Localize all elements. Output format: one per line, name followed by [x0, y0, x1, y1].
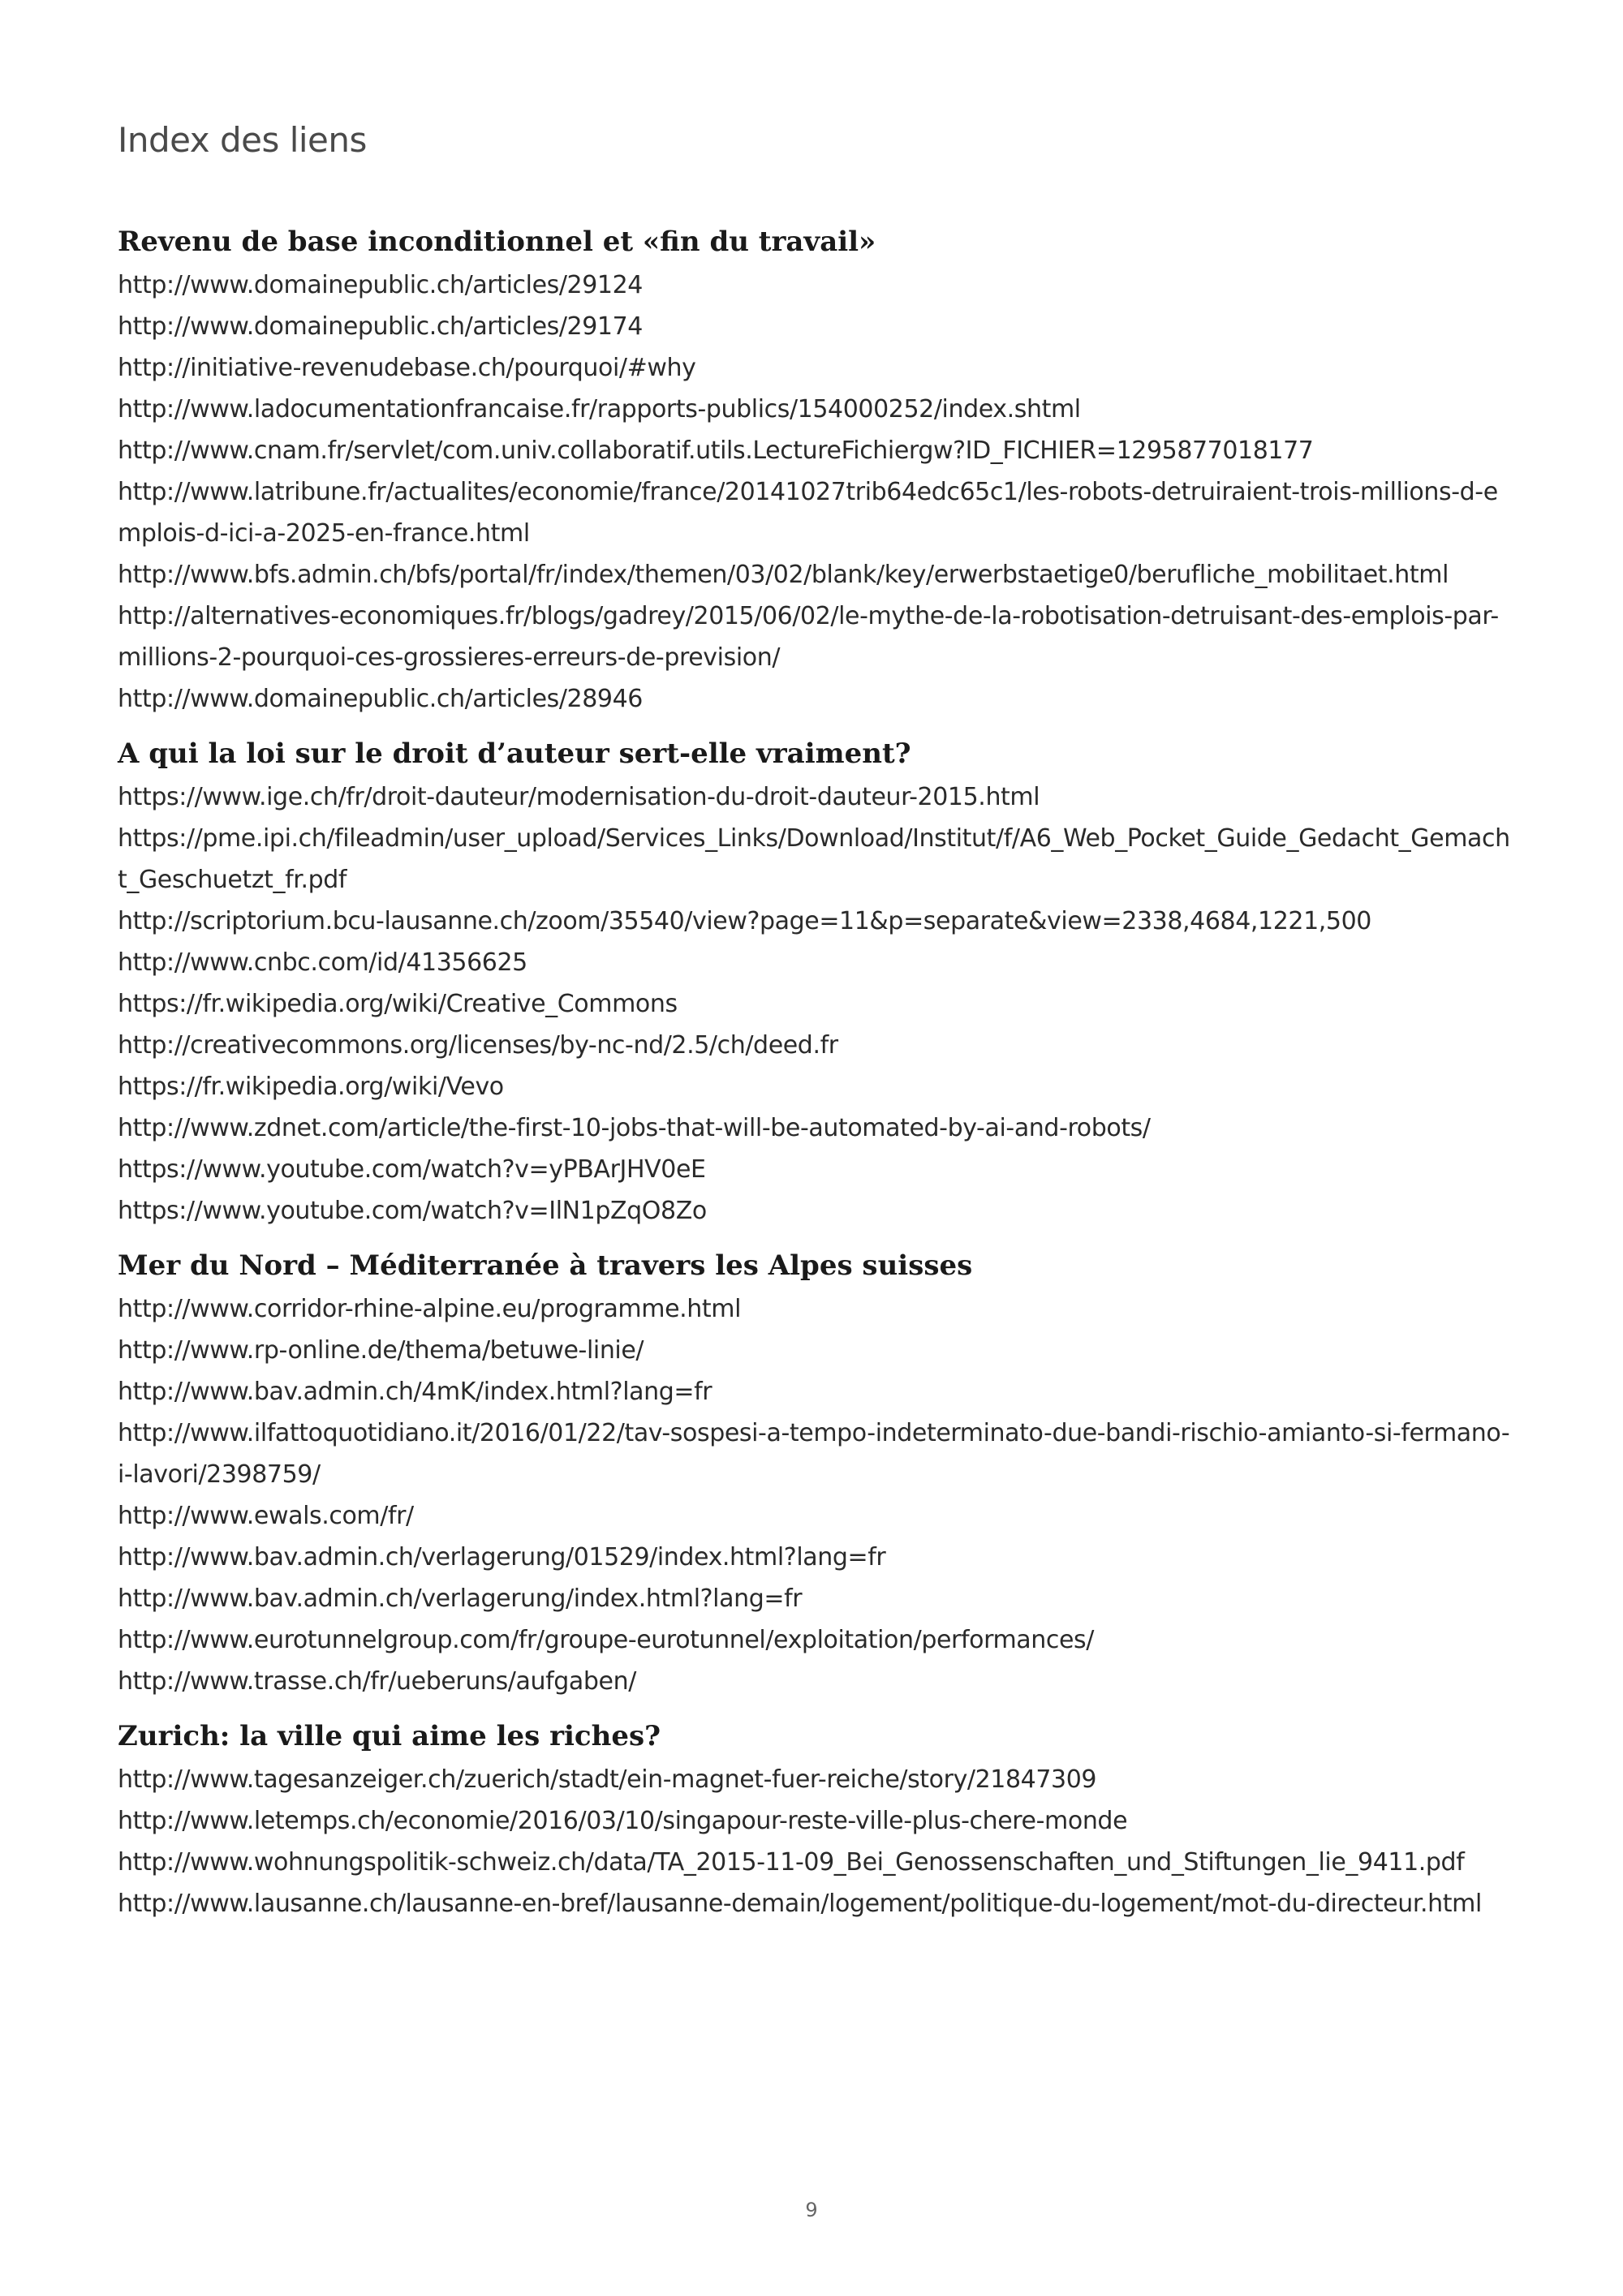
page-title: Index des liens	[118, 120, 367, 160]
link-url[interactable]: http://www.ladocumentationfrancaise.fr/rapports-publics/154000252/index.shtml	[118, 395, 1081, 424]
link-url[interactable]: http://alternatives-economiques.fr/blogs/gadrey/2015/06/02/le-mythe-de-la-robotisation-detruisant-des-emplois-par-millions-2-pourquoi-ces-grossieres-erreurs-de-prevision/	[118, 602, 1499, 673]
page-content	[118, 122, 1513, 1941]
link-url[interactable]: https://fr.wikipedia.org/wiki/Creative_Commons	[118, 989, 678, 1018]
link-url[interactable]: http://www.domainepublic.ch/articles/28946	[118, 685, 643, 714]
link-url[interactable]: http://www.bav.admin.ch/4mK/index.html?lang=fr	[118, 1377, 712, 1406]
link-url[interactable]: http://www.bfs.admin.ch/bfs/portal/fr/index/themen/03/02/blank/key/erwerbstaetige0/berufliche_mobilitaet.html	[118, 561, 1449, 590]
link-list	[118, 1759, 1513, 1924]
section-title: Zurich: la ville qui aime les riches?	[118, 1719, 661, 1752]
link-url[interactable]: http://www.bav.admin.ch/verlagerung/index.html?lang=fr	[118, 1584, 803, 1613]
link-url[interactable]: http://www.cnam.fr/servlet/com.univ.collaboratif.utils.LectureFichiergw?ID_FICHIER=1295877018177	[118, 436, 1314, 466]
link-section	[118, 224, 1513, 720]
link-url[interactable]: http://www.ilfattoquotidiano.it/2016/01/22/tav-sospesi-a-tempo-indeterminato-due-bandi-rischio-amianto-si-fermano-i-lavori/2398759/	[118, 1418, 1510, 1489]
page-number: 9	[805, 2199, 818, 2221]
link-url[interactable]: http://creativecommons.org/licenses/by-nc-nd/2.5/ch/deed.fr	[118, 1030, 838, 1060]
section-title: Revenu de base inconditionnel et «fin du travail»	[118, 226, 876, 259]
link-url[interactable]: http://www.trasse.ch/fr/ueberuns/aufgaben/	[118, 1666, 636, 1696]
section-title: Mer du Nord – Méditerranée à travers les Alpes suisses	[118, 1249, 973, 1282]
link-url[interactable]: https://www.youtube.com/watch?v=IlN1pZqO8Zo	[118, 1196, 707, 1225]
link-url[interactable]: http://www.eurotunnelgroup.com/fr/groupe-eurotunnel/exploitation/performances/	[118, 1625, 1094, 1654]
link-url[interactable]: http://www.latribune.fr/actualites/economie/france/20141027trib64edc65c1/les-robots-detruiraient-trois-millions-d-emplois-d-ici-a-2025-en-france.html	[118, 478, 1498, 548]
link-url[interactable]: https://www.youtube.com/watch?v=yPBArJHV0eE	[118, 1154, 706, 1184]
link-list	[118, 1288, 1513, 1702]
link-url[interactable]: http://www.domainepublic.ch/articles/29124	[118, 271, 643, 300]
link-url[interactable]: http://www.ewals.com/fr/	[118, 1501, 414, 1530]
section-title: A qui la loi sur le droit d’auteur sert-elle vraiment?	[118, 737, 911, 771]
link-url[interactable]: http://scriptorium.bcu-lausanne.ch/zoom/35540/view?page=11&p=separate&view=2338,4684,1221,500	[118, 906, 1371, 935]
link-url[interactable]: http://www.lausanne.ch/lausanne-en-bref/lausanne-demain/logement/politique-du-logement/mot-du-directeur.html	[118, 1889, 1482, 1918]
link-url[interactable]: http://www.domainepublic.ch/articles/29174	[118, 312, 643, 342]
link-list	[118, 776, 1513, 1232]
link-url[interactable]: http://www.cnbc.com/id/41356625	[118, 948, 527, 977]
link-url[interactable]: http://www.wohnungspolitik-schweiz.ch/data/TA_2015-11-09_Bei_Genossenschaften_und_Stiftungen_lie_9411.pdf	[118, 1847, 1465, 1877]
link-section	[118, 1248, 1513, 1702]
link-url[interactable]: http://www.corridor-rhine-alpine.eu/programme.html	[118, 1294, 741, 1323]
link-section	[118, 1718, 1513, 1924]
link-url[interactable]: http://initiative-revenudebase.ch/pourquoi/#why	[118, 354, 696, 383]
link-index	[118, 224, 1513, 1924]
link-section	[118, 736, 1513, 1232]
link-url[interactable]: https://fr.wikipedia.org/wiki/Vevo	[118, 1072, 504, 1101]
link-url[interactable]: http://www.tagesanzeiger.ch/zuerich/stadt/ein-magnet-fuer-reiche/story/21847309	[118, 1765, 1097, 1794]
link-url[interactable]: https://pme.ipi.ch/fileadmin/user_upload/Services_Links/Download/Institut/f/A6_Web_Pocket_Guide_Gedacht_Gemacht_Geschuetzt_fr.pdf	[118, 823, 1510, 894]
link-url[interactable]: http://www.bav.admin.ch/verlagerung/01529/index.html?lang=fr	[118, 1542, 886, 1572]
link-url[interactable]: http://www.rp-online.de/thema/betuwe-linie/	[118, 1335, 644, 1365]
link-url[interactable]: http://www.zdnet.com/article/the-first-10-jobs-that-will-be-automated-by-ai-and-robots/	[118, 1113, 1151, 1142]
link-url[interactable]: http://www.letemps.ch/economie/2016/03/10/singapour-reste-ville-plus-chere-monde	[118, 1806, 1128, 1835]
link-url[interactable]: https://www.ige.ch/fr/droit-dauteur/modernisation-du-droit-dauteur-2015.html	[118, 782, 1040, 811]
link-list	[118, 264, 1513, 720]
